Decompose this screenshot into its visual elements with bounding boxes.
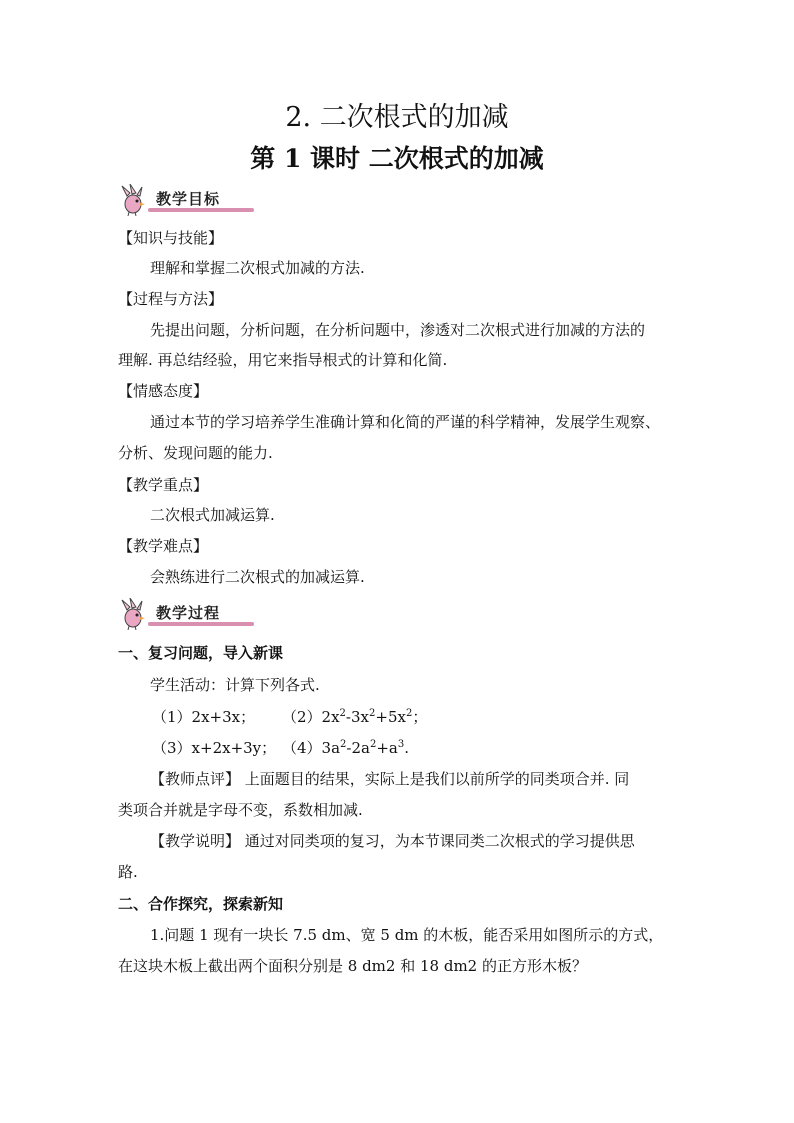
part1-heading: 一、复习问题，导入新课	[118, 644, 284, 662]
teacher-comment-line2: 类项合并就是字母不变，系数相加减.	[118, 801, 363, 819]
exercise-2: $(2)2x^2-3x^2+5x^2$；	[282, 708, 428, 726]
knowledge-text: 理解和掌握二次根式加减的方法.	[150, 259, 365, 277]
lesson-title: 2. 二次根式的加减	[285, 102, 509, 133]
emotion-text-line2: 分析、发现问题的能力.	[118, 444, 273, 462]
knowledge-heading: 【知识与技能】	[118, 229, 224, 247]
emotion-text-line1: 通过本节的学习培养学生准确计算和化简的严谨的科学精神，发展学生观察、	[150, 413, 661, 431]
focus-text: 二次根式加减运算.	[150, 506, 275, 524]
lesson-subtitle: 第 1 课时 二次根式的加减	[250, 144, 544, 173]
process-text-line2: 理解. 再总结经验，用它来指导根式的计算和化简.	[118, 351, 448, 369]
process-heading: 【过程与方法】	[118, 290, 224, 308]
exercise-1: （1）2x+3x；	[152, 708, 256, 726]
process-text-line1: 先提出问题，分析问题，在分析问题中，渗透对二次根式进行加减的方法的	[150, 321, 646, 339]
exercise-3: （3）x+2x+3y；	[152, 739, 277, 757]
bird-decoration-icon	[118, 598, 152, 630]
bird-decoration-icon	[118, 184, 152, 216]
problem-line1: 1.问题 1 现有一块长 7.5 dm、宽 5 dm 的木板，能否采用如图所示的方式，	[150, 926, 664, 944]
part2-heading: 二、合作探究，探索新知	[118, 895, 284, 913]
section-header-process	[118, 598, 258, 630]
section-label: 教学过程	[156, 604, 221, 622]
teaching-note-line2: 路.	[118, 863, 138, 881]
teaching-note-line1: 【教学说明】 通过对同类项的复习，为本节课同类二次根式的学习提供思	[150, 832, 635, 850]
section-header-goals	[118, 184, 258, 216]
difficulty-heading: 【教学难点】	[118, 537, 209, 555]
focus-heading: 【教学重点】	[118, 476, 209, 494]
emotion-heading: 【情感态度】	[118, 382, 209, 400]
teacher-comment-line1: 【教师点评】 上面题目的结果，实际上是我们以前所学的同类项合并. 同	[150, 770, 630, 788]
section-label: 教学目标	[156, 190, 221, 208]
problem-line2: 在这块木板上截出两个面积分别是 8 dm2 和 18 dm2 的正方形木板？	[118, 957, 587, 975]
difficulty-text: 会熟练进行二次根式的加减运算.	[150, 568, 365, 586]
exercise-4: $(4)3a^2-2a^2+a^3$.	[282, 739, 410, 757]
activity-text: 学生活动：计算下列各式.	[150, 676, 320, 694]
